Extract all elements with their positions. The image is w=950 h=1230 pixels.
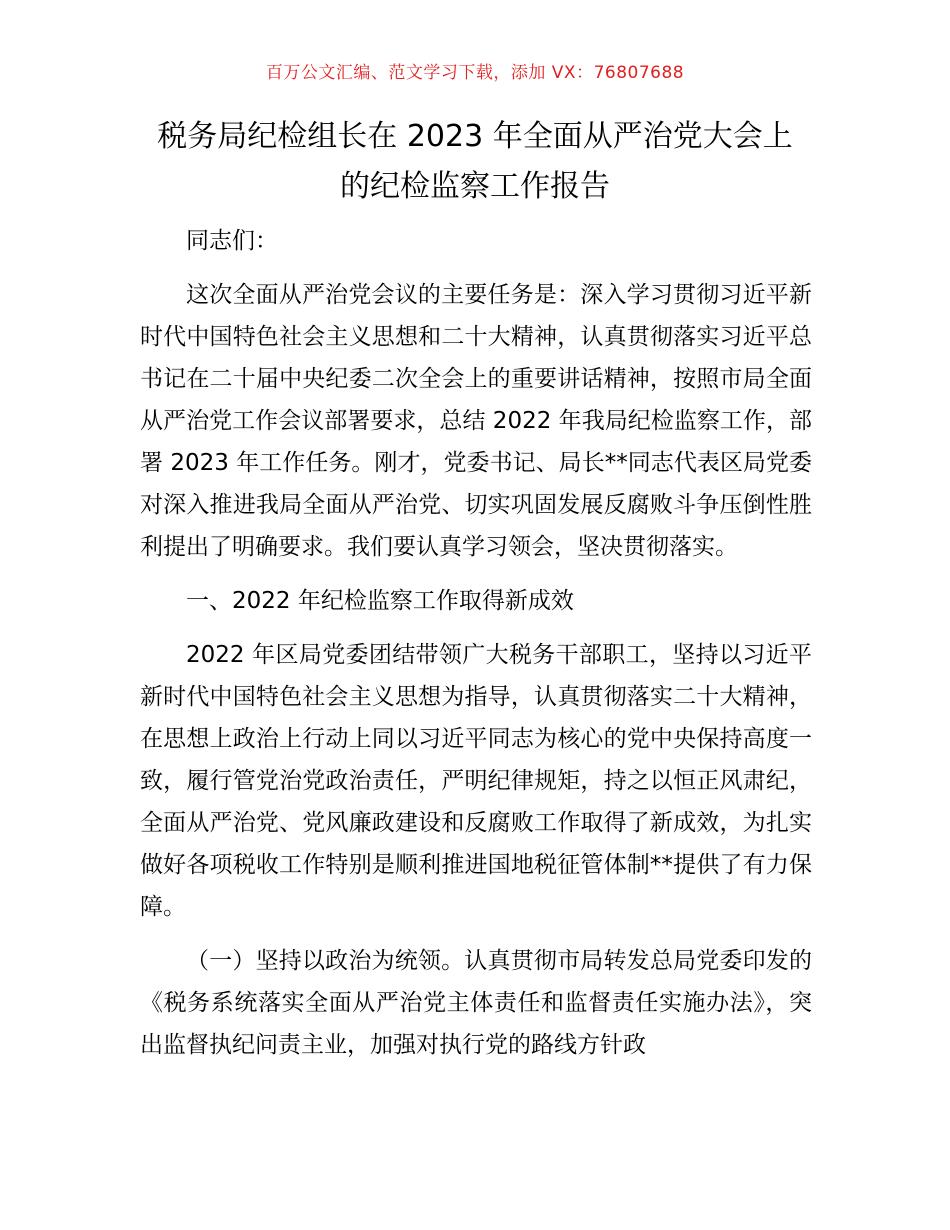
- header-promo-note: 百万公文汇编、范文学习下载，添加 VX：76807688: [265, 63, 685, 83]
- paragraph-subsection-1: （一）坚持以政治为统领。认真贯彻市局转发总局党委印发的《税务系统落实全面从严治党主体责任和监督责任实施办法》，突出监督执纪问责主业，加强对执行党的路线方针政: [140, 948, 812, 1058]
- title-line-2: 的纪检监察工作报告: [340, 169, 610, 204]
- document-body: [140, 220, 812, 1078]
- paragraph-achievements: 2022 年区局党委团结带领广大税务干部职工，坚持以习近平新时代中国特色社会主义思想为指导，认真贯彻落实二十大精神，在思想上政治上行动上同以习近平同志为核心的党中央保持高度一致，履行管党治党政治责任，严明纪律规矩，持之以恒正风肃纪，全面从严治党、党风廉政建设和反腐败工作取得了新成效，为扎实做好各项税收工作特别是顺利推进国地税征管体制**提供了有力保障。: [140, 642, 812, 920]
- salutation: 同志们：: [186, 228, 278, 254]
- title-line-1: 税务局纪检组长在 2023 年全面从严治党大会上: [157, 119, 793, 154]
- paragraph-intro: 这次全面从严治党会议的主要任务是：深入学习贯彻习近平新时代中国特色社会主义思想和二十大精神，认真贯彻落实习近平总书记在二十届中央纪委二次全会上的重要讲话精神，按照市局全面从严治党工作会议部署要求，总结 2022 年我局纪检监察工作，部署 2023 年工作任务。刚才，党委书记、局长**同志代表区局党委对深入推进我局全面从严治党、切实巩固发展反腐败斗争压倒性胜利提出了明确要求。我们要认真学习领会，坚决贯彻落实。: [140, 282, 812, 560]
- document-title: [140, 112, 810, 212]
- section-heading-1: 一、2022 年纪检监察工作取得新成效: [186, 588, 574, 614]
